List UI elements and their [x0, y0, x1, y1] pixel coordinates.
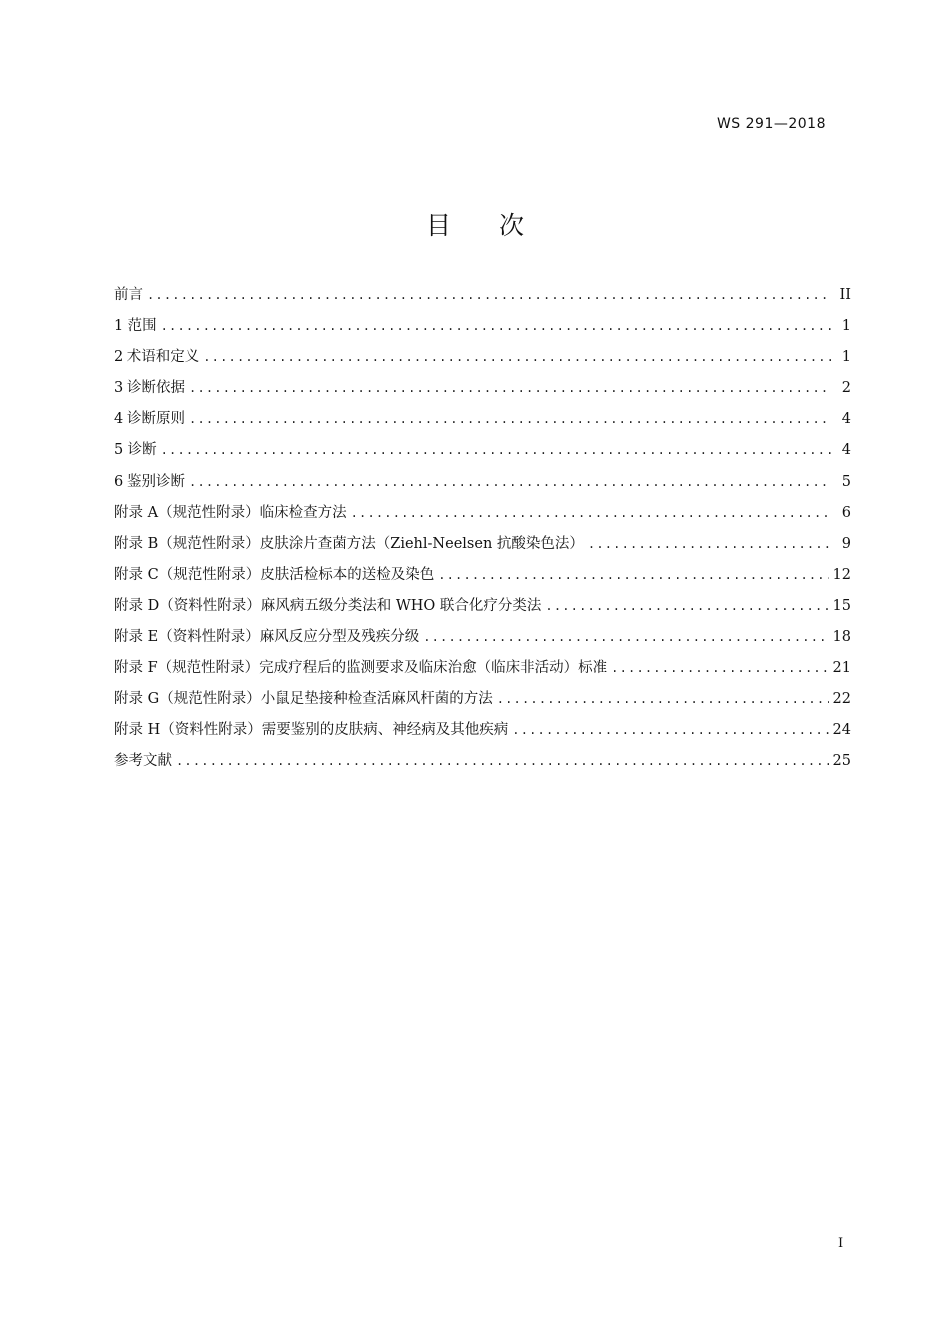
- toc-entry-number: 5: [114, 442, 124, 459]
- dot-leader: [176, 754, 829, 768]
- toc-entry-section-4[interactable]: [114, 407, 851, 438]
- toc-entry-label: 完成疗程后的监测要求及临床治愈（临床非活动）标准: [259, 660, 608, 677]
- dot-leader: [545, 599, 828, 613]
- toc-entry-appendix-prefix: 附录 E（资料性附录）: [114, 629, 260, 646]
- toc-entry-label: 小鼠足垫接种检查活麻风杆菌的方法: [260, 691, 493, 708]
- toc-entry-appendix-d[interactable]: [114, 594, 851, 625]
- dot-leader: [512, 723, 828, 737]
- toc-entry-appendix-c[interactable]: [114, 563, 851, 594]
- toc-entry-section-1[interactable]: [114, 314, 851, 345]
- toc-entry-appendix-prefix: 附录 H（资料性附录）: [114, 722, 262, 739]
- toc-entry-number: 1: [114, 318, 124, 335]
- toc-entry-label: 前言: [114, 287, 143, 303]
- toc-entry-page: 1: [841, 349, 851, 366]
- dot-leader: [611, 661, 828, 675]
- dot-leader: [189, 412, 831, 426]
- title-char-2: 次: [499, 211, 525, 240]
- toc-entry-page: 24: [832, 722, 851, 739]
- toc-entry-page: 21: [832, 660, 851, 677]
- footer-page-number: I: [838, 1236, 844, 1251]
- toc-entry-section-2[interactable]: [114, 345, 851, 376]
- toc-entry-number: 4: [114, 411, 124, 428]
- toc-entry-label: 临床检查方法: [259, 504, 347, 521]
- toc-entry-number: 3: [114, 380, 124, 397]
- toc-entry-appendix-prefix: 附录 G（规范性附录）: [114, 691, 261, 708]
- toc-entry-label: 麻风病五级分类法和 WHO 联合化疗分类法: [260, 597, 542, 614]
- toc-entry-label: 参考文献: [114, 753, 172, 770]
- toc-entry-label: 诊断: [127, 442, 157, 459]
- dot-leader: [423, 630, 828, 644]
- dot-leader: [497, 692, 829, 706]
- toc-entry-appendix-e[interactable]: [114, 625, 851, 656]
- toc-entry-label: 诊断原则: [127, 411, 186, 428]
- toc-entry-appendix-prefix: 附录 F（规范性附录）: [114, 660, 260, 677]
- dot-leader: [147, 288, 831, 302]
- toc-entry-section-3[interactable]: [114, 376, 851, 407]
- dot-leader: [189, 475, 831, 489]
- toc-entry-label: 皮肤活检标本的送检及染色: [260, 566, 435, 583]
- toc-entry-number: 2: [114, 349, 124, 366]
- toc-entry-page: 18: [832, 629, 851, 646]
- toc-entry-page: 5: [841, 473, 851, 490]
- dot-leader: [161, 319, 831, 333]
- toc-entry-section-6[interactable]: [114, 470, 851, 501]
- toc-entry-appendix-prefix: 附录 A（规范性附录）: [114, 504, 260, 521]
- page-title: [0, 206, 950, 242]
- toc-entry-page: 9: [841, 535, 851, 552]
- standard-code: WS 291—2018: [716, 116, 826, 132]
- toc-entry-page: 2: [841, 380, 851, 397]
- toc-entry-label: 皮肤涂片查菌方法（Ziehl-Neelsen 抗酸染色法）: [259, 535, 584, 552]
- dot-leader: [351, 506, 831, 520]
- toc-entry-appendix-f[interactable]: [114, 656, 851, 687]
- toc-entry-label: 需要鉴别的皮肤病、神经病及其他疾病: [261, 722, 509, 739]
- dot-leader: [588, 537, 831, 551]
- toc-entry-references[interactable]: [114, 749, 851, 780]
- toc-entry-appendix-b[interactable]: [114, 532, 851, 563]
- toc-entry-page: 12: [832, 566, 851, 583]
- toc-entry-preface[interactable]: [114, 283, 851, 314]
- toc-entry-label: 诊断依据: [127, 380, 186, 397]
- dot-leader: [189, 381, 831, 395]
- toc-entry-page: 4: [841, 442, 851, 459]
- toc-entry-page: 25: [832, 753, 851, 770]
- toc-entry-page: 22: [832, 691, 851, 708]
- toc-entry-page: 1: [841, 318, 851, 335]
- toc-entry-page: 15: [832, 597, 851, 614]
- toc-entry-page: 4: [841, 411, 851, 428]
- toc-entry-appendix-g[interactable]: [114, 687, 851, 718]
- dot-leader: [203, 350, 831, 364]
- toc-entry-appendix-prefix: 附录 C（规范性附录）: [114, 566, 261, 583]
- toc-entry-appendix-prefix: 附录 B（规范性附录）: [114, 535, 260, 552]
- toc-entry-label: 麻风反应分型及残疾分级: [259, 629, 420, 646]
- title-char-1: 目: [425, 211, 451, 240]
- dot-leader: [161, 443, 831, 457]
- toc-entry-appendix-a[interactable]: [114, 501, 851, 532]
- toc-entry-label: 范围: [127, 318, 157, 335]
- toc-entry-appendix-h[interactable]: [114, 718, 851, 749]
- toc-entry-label: 术语和定义: [126, 349, 200, 366]
- toc-entry-section-5[interactable]: [114, 438, 851, 469]
- toc-entry-page: II: [839, 287, 851, 303]
- toc-entry-number: 6: [114, 473, 124, 490]
- toc-entry-label: 鉴别诊断: [127, 473, 186, 490]
- toc-entry-page: 6: [841, 504, 851, 521]
- toc-entry-appendix-prefix: 附录 D（资料性附录）: [114, 597, 261, 614]
- dot-leader: [438, 568, 828, 582]
- table-of-contents: [114, 283, 851, 781]
